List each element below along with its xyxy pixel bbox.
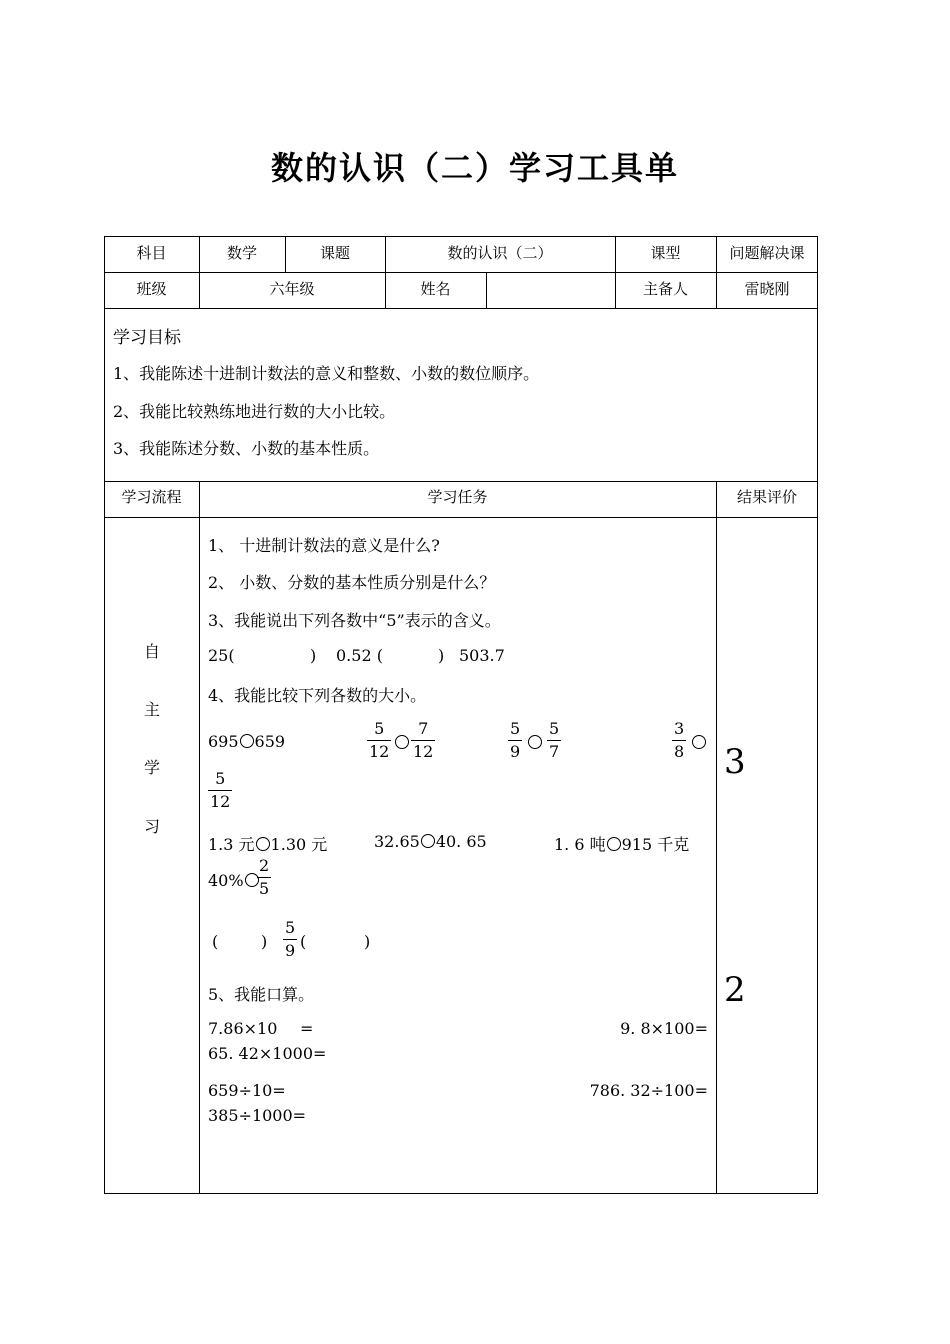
process-char-4: 习 (144, 817, 161, 836)
evaluation-header: 结果评价 (736, 488, 797, 506)
q3-item-052: 0.52 ( (336, 646, 383, 665)
fraction-3-8: $\frac{3}{8}$ (674, 719, 685, 761)
paren-close-1: ) (261, 932, 268, 951)
topic-label: 课题 (319, 244, 350, 262)
subject-value: 数学 (226, 244, 257, 262)
fraction-5-12: $\frac{5}{12}$ (369, 719, 390, 761)
subject-label: 科目 (136, 244, 167, 262)
question-4: 4、我能比较下列各数的大小。 (208, 686, 427, 705)
paren-open-2: ( (300, 932, 307, 951)
class-value: 六年级 (269, 280, 315, 298)
question-2: 2、 小数、分数的基本性质分别是什么？ (208, 573, 496, 592)
compare-decimal: 32.65 40. 65 (374, 832, 487, 851)
page-title: 数的认识（二）学习工具单 (270, 149, 679, 187)
paren-close-2: ) (364, 932, 371, 951)
goal-item-1: 1、我能陈述十进制计数法的意义和整数、小数的数位顺序。 (113, 364, 540, 383)
compare-circle[interactable] (607, 837, 621, 851)
question-1: 1、 十进制计数法的意义是什么? (208, 536, 440, 555)
compare-695-659 (208, 732, 285, 751)
evaluation-score-1: 3 (724, 742, 746, 782)
compare-circle[interactable] (692, 735, 706, 749)
compare-percent: 40% (208, 871, 260, 890)
process-char-3: 学 (144, 758, 161, 777)
compare-circle[interactable] (256, 837, 270, 851)
calc-4: 659÷10= (208, 1081, 286, 1100)
task-header: 学习任务 (427, 488, 488, 506)
calc-3: 65. 42×1000= (208, 1044, 327, 1063)
compare-money: 1.3 元 1.30 元 (208, 835, 328, 854)
name-label: 姓名 (420, 280, 451, 298)
compare-circle[interactable] (528, 735, 542, 749)
topic-value: 数的认识（二） (447, 244, 553, 262)
calc-2: 9. 8×100= (620, 1019, 708, 1038)
compare-circle[interactable] (240, 734, 254, 748)
q3-item-5037: 503.7 (459, 646, 505, 665)
cmp1-right: 659 (254, 732, 286, 751)
evaluation-score-2: 2 (724, 970, 746, 1010)
fraction-5-9-b: $\frac{5}{9}$ (285, 918, 296, 960)
process-char-2: 主 (144, 700, 161, 719)
fraction-5-9: $\frac{5}{9}$ (510, 719, 521, 761)
class-label: 班级 (136, 280, 167, 298)
type-value: 问题解决课 (729, 244, 805, 262)
goal-item-2: 2、我能比较熟练地进行数的大小比较。 (113, 402, 396, 421)
calc-1-eq: = (300, 1019, 314, 1038)
calc-1: 7.86×10 (208, 1019, 278, 1038)
q3-paren-close-1: ) (310, 646, 317, 665)
goal-item-3: 3、我能陈述分数、小数的基本性质。 (113, 439, 380, 458)
paren-open-1: ( (212, 932, 219, 951)
fraction-2-5: $\frac{2}{5}$ (259, 856, 270, 898)
compare-circle[interactable] (395, 735, 409, 749)
type-label: 课型 (650, 244, 681, 262)
question-5: 5、我能口算。 (208, 985, 315, 1004)
compare-weight: 1. 6 吨 915 千克 (554, 835, 690, 854)
calc-5: 786. 32÷100= (589, 1081, 708, 1100)
calc-6: 385÷1000= (208, 1106, 307, 1125)
question-3: 3、我能说出下列各数中“5”表示的含义。 (208, 611, 501, 630)
q3-paren-close-2: ) (438, 646, 445, 665)
fraction-5-7: $\frac{5}{7}$ (549, 719, 560, 761)
fraction-5-12-b: $\frac{5}{12}$ (210, 769, 231, 811)
goals-heading: 学习目标 (113, 328, 181, 348)
fraction-7-12: $\frac{7}{12}$ (413, 719, 434, 761)
preparer-label: 主备人 (642, 280, 688, 298)
worksheet-table (104, 236, 818, 1194)
cmp1-left: 695 (208, 732, 239, 751)
process-header: 学习流程 (121, 488, 182, 506)
process-char-1: 自 (144, 642, 161, 661)
q3-item-25: 25( (208, 646, 235, 665)
preparer-value: 雷晓刚 (744, 280, 790, 298)
compare-circle[interactable] (421, 834, 435, 848)
